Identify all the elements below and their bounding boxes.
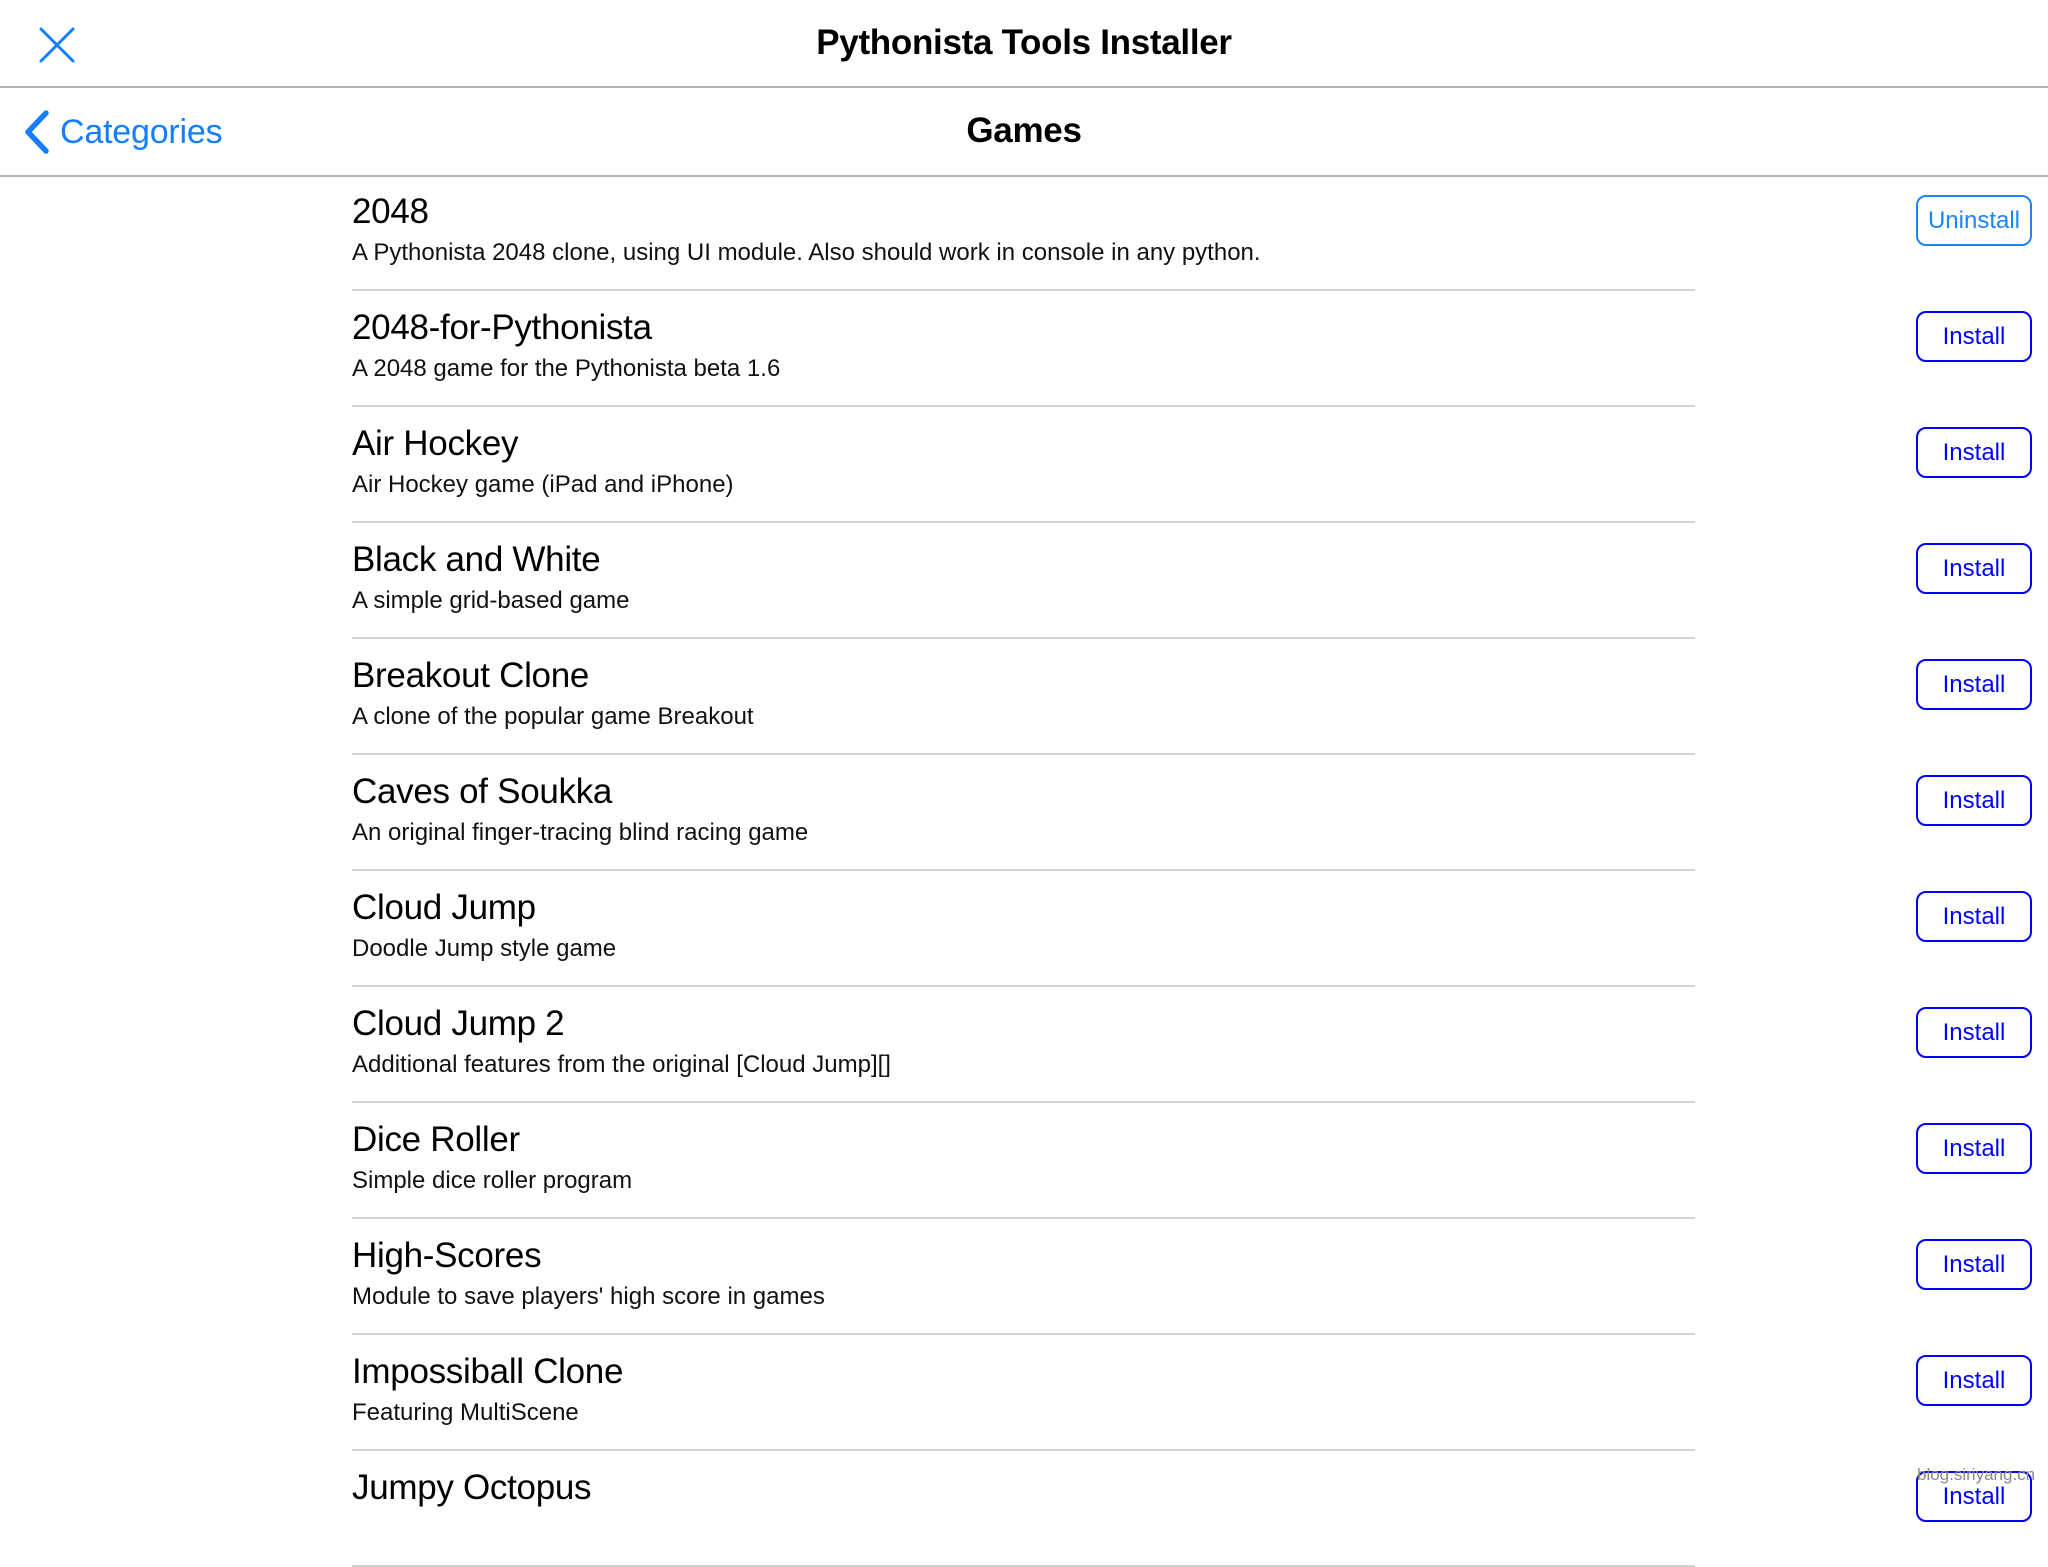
- list-item[interactable]: [0, 1451, 2048, 1567]
- list-item[interactable]: [0, 291, 2048, 407]
- install-button[interactable]: Install: [1916, 659, 2032, 710]
- games-list: [0, 177, 2048, 1567]
- list-item[interactable]: [0, 177, 2048, 291]
- install-button[interactable]: Install: [1916, 1471, 2032, 1522]
- item-title: Cloud Jump: [352, 888, 536, 927]
- item-description: A 2048 game for the Pythonista beta 1.6: [352, 355, 781, 382]
- item-title: Air Hockey: [352, 424, 519, 463]
- item-description: Additional features from the original [Cloud Jump][]: [352, 1051, 891, 1078]
- item-title: Breakout Clone: [352, 656, 590, 695]
- item-title: Black and White: [352, 540, 601, 579]
- item-description: Featuring MultiScene: [352, 1399, 579, 1426]
- item-description: A Pythonista 2048 clone, using UI module. Also should work in console in any python.: [352, 239, 1261, 266]
- item-description: An original finger-tracing blind racing game: [352, 819, 809, 846]
- item-title: 2048: [352, 192, 429, 231]
- list-item[interactable]: [0, 407, 2048, 523]
- install-button[interactable]: Install: [1916, 543, 2032, 594]
- install-button[interactable]: Install: [1916, 1239, 2032, 1290]
- page-title: Games: [966, 111, 1082, 150]
- window-title: Pythonista Tools Installer: [816, 23, 1232, 62]
- install-button[interactable]: Install: [1916, 1355, 2032, 1406]
- install-button[interactable]: Install: [1916, 891, 2032, 942]
- back-label: Categories: [60, 113, 223, 151]
- item-description: A simple grid-based game: [352, 587, 630, 614]
- item-description: Air Hockey game (iPad and iPhone): [352, 471, 734, 498]
- install-button[interactable]: Install: [1916, 427, 2032, 478]
- list-item[interactable]: [0, 639, 2048, 755]
- install-button[interactable]: Install: [1916, 1007, 2032, 1058]
- list-item[interactable]: [0, 523, 2048, 639]
- list-item[interactable]: [0, 871, 2048, 987]
- item-description: Module to save players' high score in games: [352, 1283, 825, 1310]
- title-bar: [0, 0, 2048, 88]
- item-description: Doodle Jump style game: [352, 935, 617, 962]
- item-title: Cloud Jump 2: [352, 1004, 565, 1043]
- list-item[interactable]: [0, 1219, 2048, 1335]
- item-title: 2048-for-Pythonista: [352, 308, 652, 347]
- list-item[interactable]: [0, 1335, 2048, 1451]
- list-item[interactable]: [0, 755, 2048, 871]
- list-item[interactable]: [0, 1103, 2048, 1219]
- item-title: Impossiball Clone: [352, 1352, 624, 1391]
- item-title: High-Scores: [352, 1236, 542, 1275]
- install-button[interactable]: Install: [1916, 311, 2032, 362]
- uninstall-button[interactable]: Uninstall: [1916, 195, 2032, 246]
- list-item[interactable]: [0, 987, 2048, 1103]
- item-title: Dice Roller: [352, 1120, 520, 1159]
- item-description: A clone of the popular game Breakout: [352, 703, 754, 730]
- watermark: blog.siriyang.cn: [1917, 1465, 2036, 1484]
- item-title: Caves of Soukka: [352, 772, 613, 811]
- item-title: Jumpy Octopus: [352, 1468, 592, 1507]
- nav-bar: [0, 88, 2048, 177]
- install-button[interactable]: Install: [1916, 775, 2032, 826]
- install-button[interactable]: Install: [1916, 1123, 2032, 1174]
- item-description: Simple dice roller program: [352, 1167, 633, 1194]
